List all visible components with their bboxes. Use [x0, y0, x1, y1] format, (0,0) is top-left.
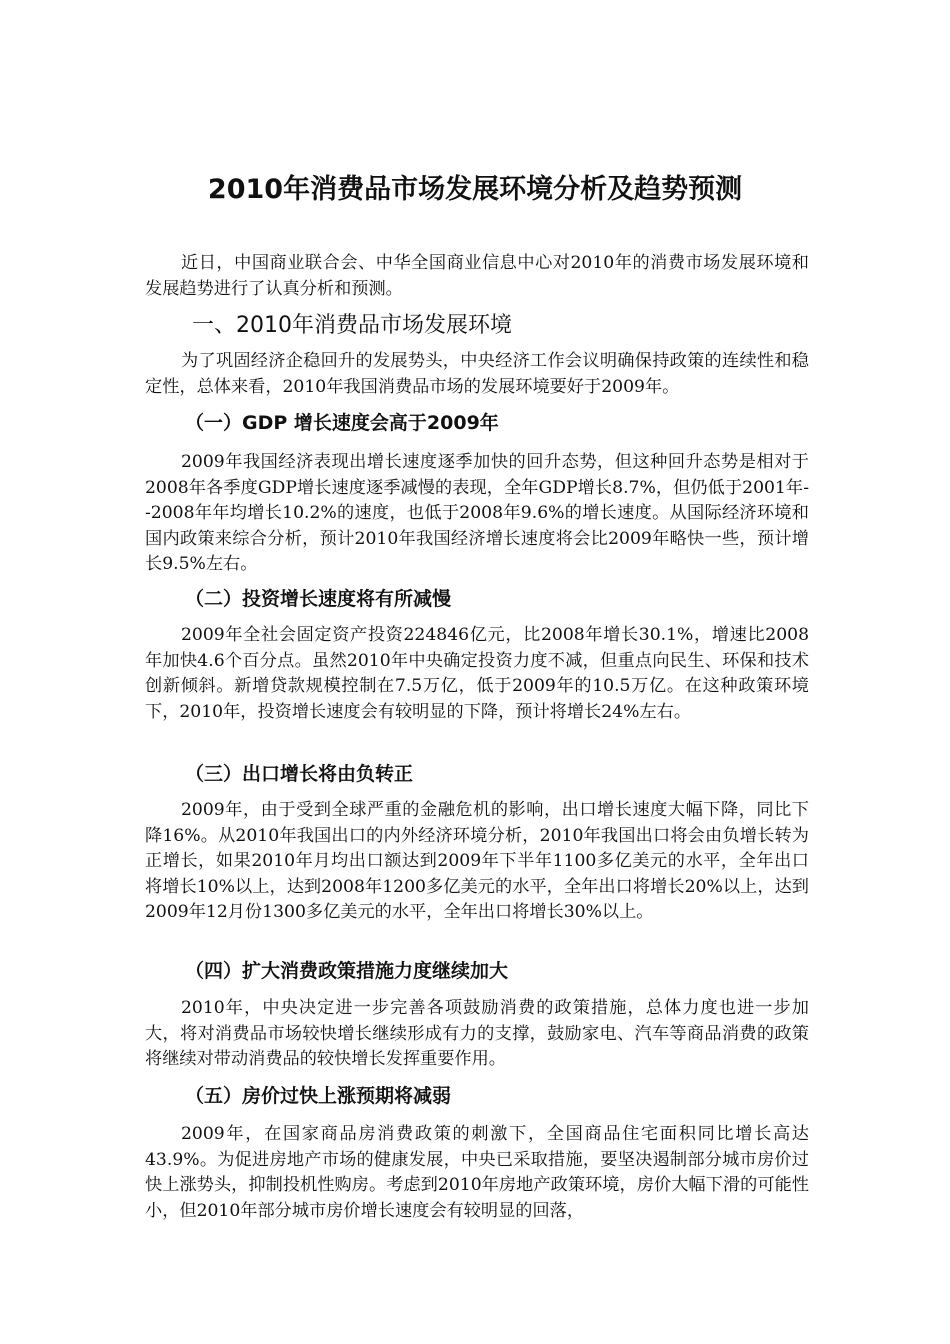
subsection-heading-2: （二）投资增长速度将有所减慢 [185, 588, 452, 610]
subsection-paragraph-3: 2009年，由于受到全球严重的金融危机的影响，出口增长速度大幅下降，同比下降16%。从2010年我国出口的内外经济环境分析，2010年我国出口将会由负增长转为正增长，如果2010年月均出口额达到2009年下半年1100多亿美元的水平，全年出口将增长10%以上，达到2008年1200多亿美元的水平，全年出口将增长20%以上，达到2009年12月份1300多亿美元的水平，全年出口将增长30%以上。 [145, 800, 809, 922]
subsection-paragraph-2: 2009年全社会固定资产投资224846亿元，比2008年增长30.1%，增速比2008年加快4.6个百分点。虽然2010年中央确定投资力度不减，但重点向民生、环保和技术创新倾斜。新增贷款规模控制在7.5万亿，低于2009年的10.5万亿。在这种政策环境下，2010年，投资增长速度会有较明显的下降，预计将增长24%左右。 [145, 625, 809, 722]
subsection-heading-5: （五）房价过快上涨预期将减弱 [185, 1085, 452, 1107]
subsection-heading-1: （一）GDP 增长速度会高于2009年 [185, 412, 499, 434]
subsection-paragraph-1: 2009年我国经济表现出增长速度逐季加快的回升态势，但这种回升态势是相对于2008年各季度GDP增长速度逐季减慢的表现，全年GDP增长8.7%，但仍低于2001年--2008年年均增长10.2%的速度，也低于2008年9.6%的增长速度。从国际经济环境和国内政策来综合分析，预计2010年我国经济增长速度将会比2009年略快一些，预计增长9.5%左右。 [145, 452, 809, 574]
subsection-paragraph-5: 2009年，在国家商品房消费政策的刺激下，全国商品住宅面积同比增长高达43.9%。为促进房地产市场的健康发展，中央已采取措施，要坚决遏制部分城市房价过快上涨势头，抑制投机性购房。考虑到2010年房地产政策环境，房价大幅下滑的可能性小，但2010年部分城市房价增长速度会有较明显的回落， [145, 1124, 809, 1221]
subsection-paragraph-4: 2010年，中央决定进一步完善各项鼓励消费的政策措施，总体力度也进一步加大，将对消费品市场较快增长继续形成有力的支撑，鼓励家电、汽车等商品消费的政策将继续对带动消费品的较快增长发挥重要作用。 [145, 998, 809, 1069]
section-intro-paragraph: 为了巩固经济企稳回升的发展势头，中央经济工作会议明确保持政策的连续性和稳定性，总体来看，2010年我国消费品市场的发展环境要好于2009年。 [145, 351, 809, 397]
document-title: 2010年消费品市场发展环境分析及趋势预测 [207, 174, 743, 205]
subsection-heading-4: （四）扩大消费政策措施力度继续加大 [185, 960, 509, 982]
section-heading: 一、2010年消费品市场发展环境 [192, 313, 512, 338]
subsection-heading-3: （三）出口增长将由负转正 [185, 763, 414, 785]
intro-paragraph: 近日，中国商业联合会、中华全国商业信息中心对2010年的消费市场发展环境和发展趋势进行了认真分析和预测。 [145, 253, 809, 299]
